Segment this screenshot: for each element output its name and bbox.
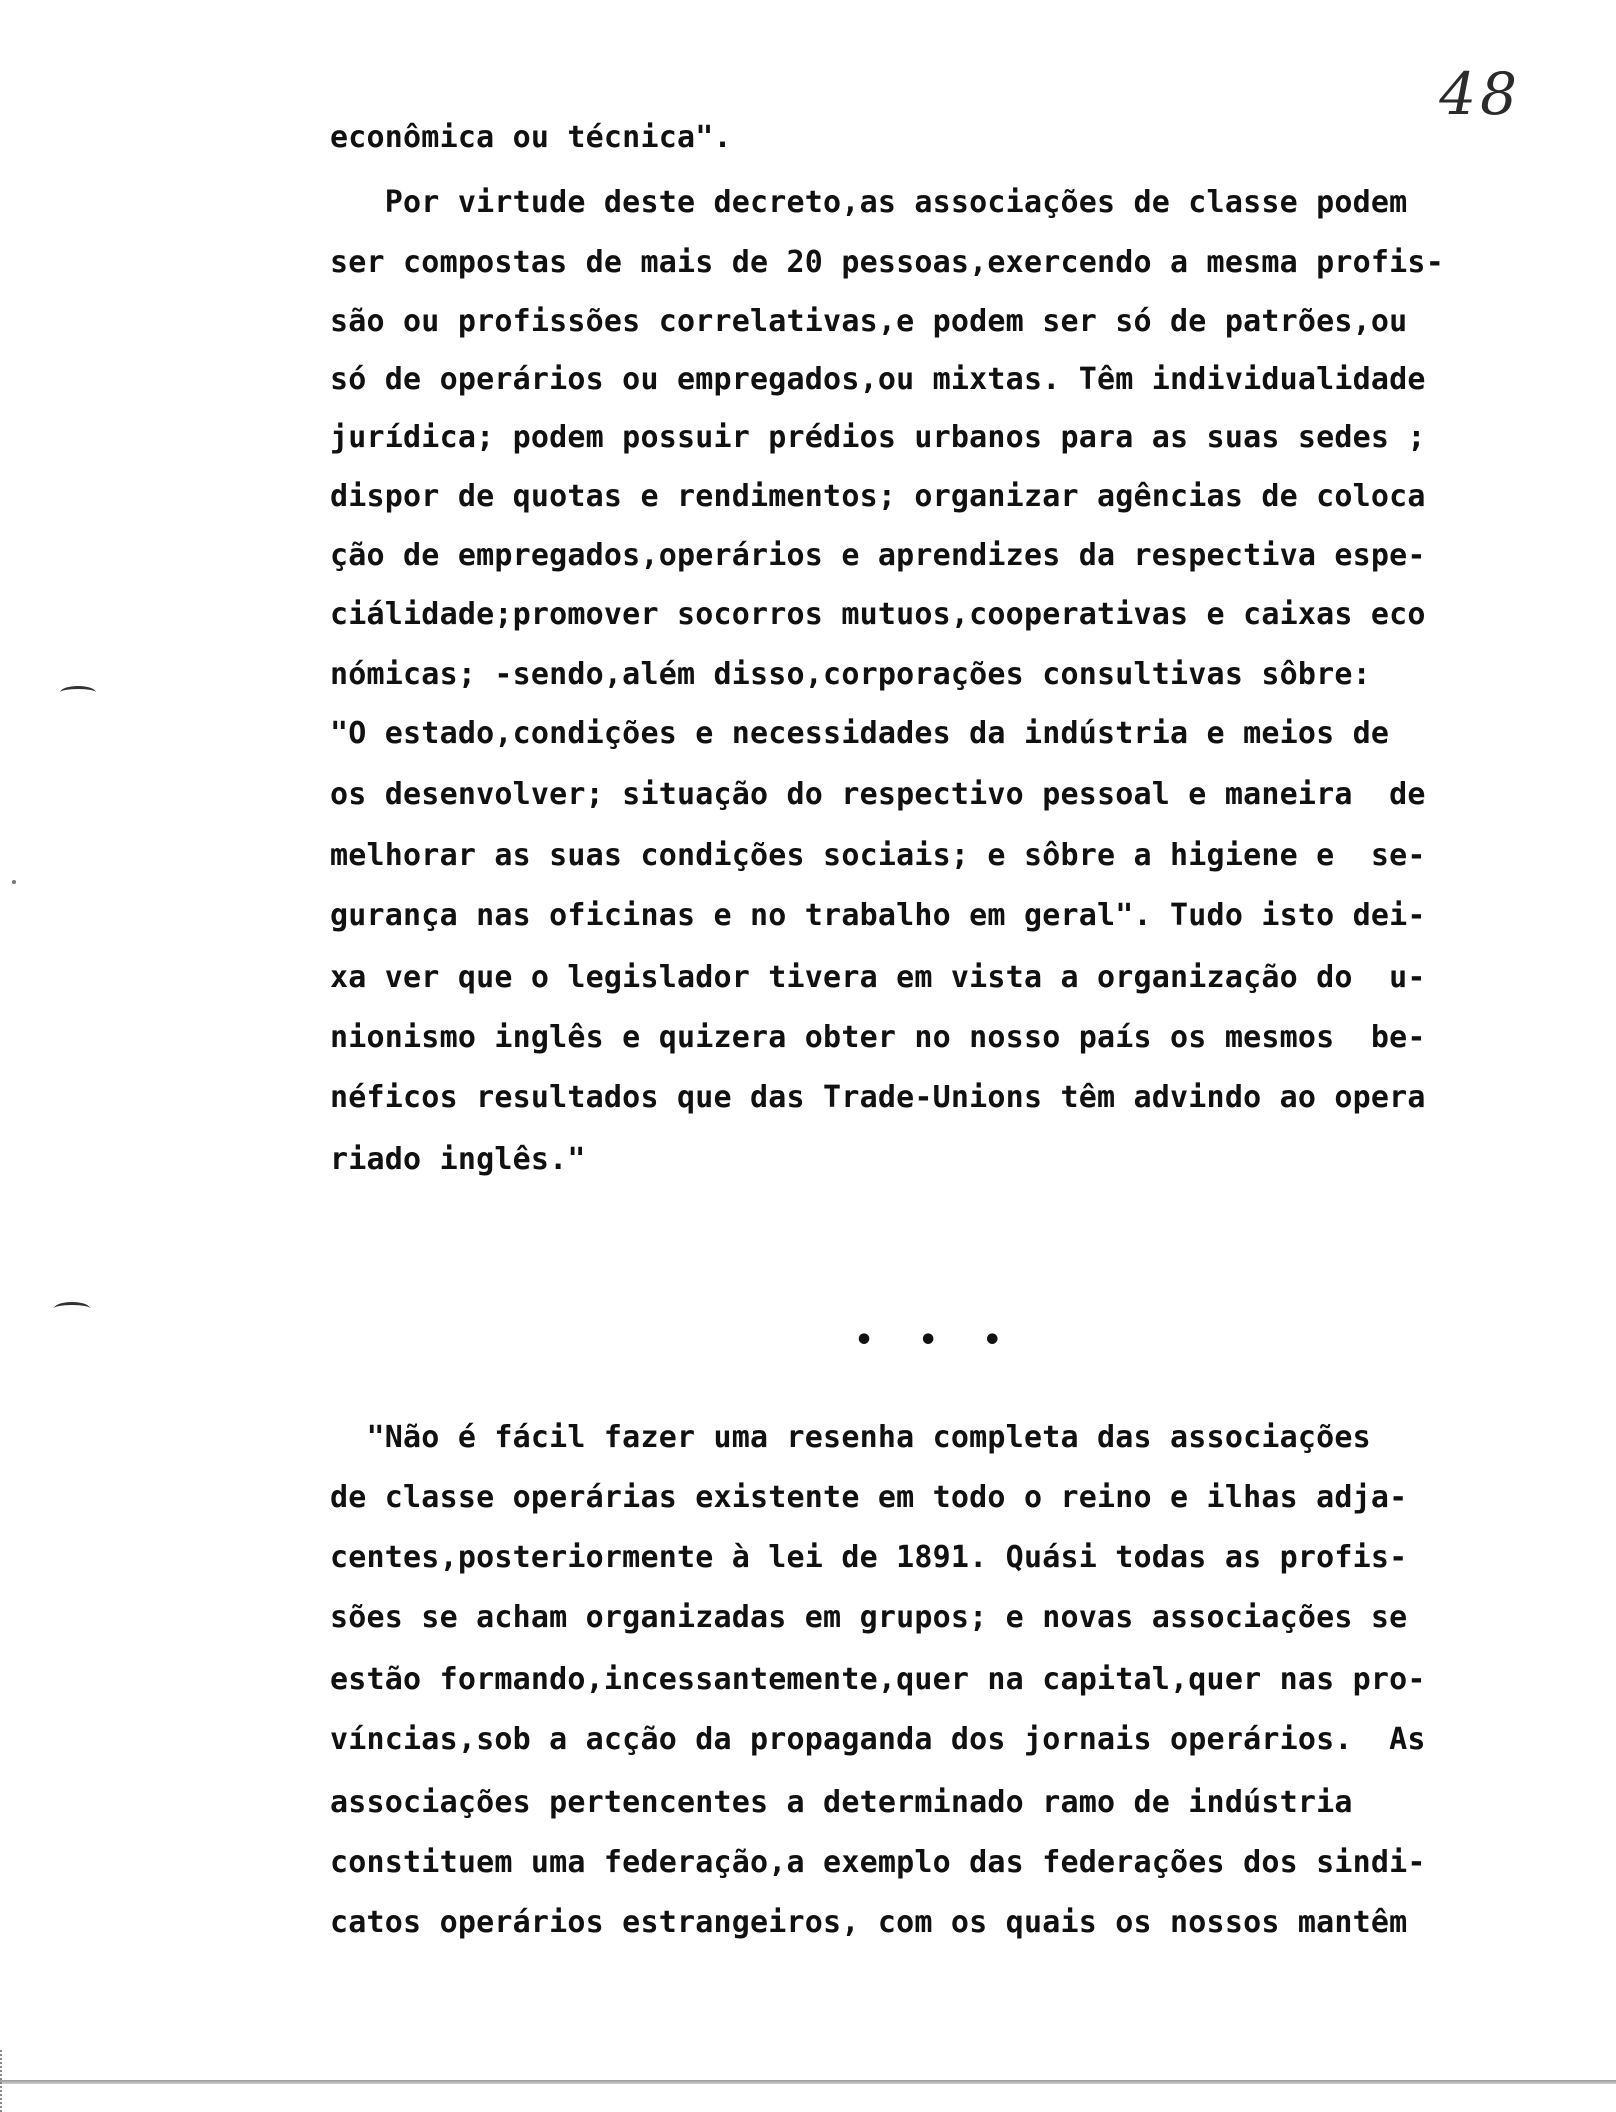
text-line: jurídica; podem possuir prédios urbanos para as suas sedes ; bbox=[330, 420, 1426, 455]
text-line: são ou profissões correlativas,e podem ser só de patrões,ou bbox=[330, 304, 1408, 339]
scan-speck bbox=[12, 880, 16, 884]
text-line: dispor de quotas e rendimentos; organizar agências de coloca bbox=[330, 479, 1426, 514]
text-line: gurança nas oficinas e no trabalho em geral". Tudo isto dei- bbox=[330, 898, 1426, 933]
text-line: sões se acham organizadas em grupos; e novas associações se bbox=[330, 1600, 1408, 1635]
scan-left-edge bbox=[0, 2050, 10, 2112]
text-line: estão formando,incessantemente,quer na capital,quer nas pro- bbox=[330, 1662, 1426, 1697]
text-line: associações pertencentes a determinado ramo de indústria bbox=[330, 1785, 1353, 1820]
section-separator: • • • bbox=[855, 1323, 1016, 1358]
text-line: os desenvolver; situação do respectivo pessoal e maneira de bbox=[330, 777, 1426, 812]
text-line: econômica ou técnica". bbox=[330, 120, 732, 155]
text-line: constituem uma federação,a exemplo das federações dos sindi- bbox=[330, 1845, 1426, 1880]
text-line: riado inglês." bbox=[330, 1142, 586, 1177]
text-line: nómicas; -sendo,além disso,corporações consultivas sôbre: bbox=[330, 657, 1371, 692]
text-line: xa ver que o legislador tivera em vista a organização do u- bbox=[330, 960, 1426, 995]
text-line: centes,posteriormente à lei de 1891. Quási todas as profis- bbox=[330, 1540, 1408, 1575]
text-line: melhorar as suas condições sociais; e sôbre a higiene e se- bbox=[330, 838, 1426, 873]
text-line: catos operários estrangeiros, com os quais os nossos mantêm bbox=[330, 1905, 1408, 1940]
scan-mark bbox=[54, 1302, 90, 1315]
text-line: só de operários ou empregados,ou mixtas. Têm individualidade bbox=[330, 362, 1426, 397]
text-line: néficos resultados que das Trade-Unions têm advindo ao opera bbox=[330, 1080, 1426, 1115]
page-number: 48 bbox=[1439, 60, 1521, 128]
text-line: Por virtude deste decreto,as associações de classe podem bbox=[330, 185, 1408, 220]
text-line: de classe operárias existente em todo o reino e ilhas adja- bbox=[330, 1480, 1408, 1515]
scan-bottom-edge bbox=[0, 2080, 1616, 2084]
text-line: nionismo inglês e quizera obter no nosso país os mesmos be- bbox=[330, 1020, 1426, 1055]
scan-mark bbox=[60, 686, 96, 699]
text-line: "Não é fácil fazer uma resenha completa das associações bbox=[330, 1420, 1371, 1455]
text-line: "O estado,condições e necessidades da indústria e meios de bbox=[330, 716, 1390, 751]
text-line: ser compostas de mais de 20 pessoas,exercendo a mesma profis- bbox=[330, 245, 1444, 280]
text-line: víncias,sob a acção da propaganda dos jornais operários. As bbox=[330, 1722, 1426, 1757]
text-line: ciálidade;promover socorros mutuos,cooperativas e caixas eco bbox=[330, 597, 1426, 632]
text-line: ção de empregados,operários e aprendizes da respectiva espe- bbox=[330, 538, 1426, 573]
